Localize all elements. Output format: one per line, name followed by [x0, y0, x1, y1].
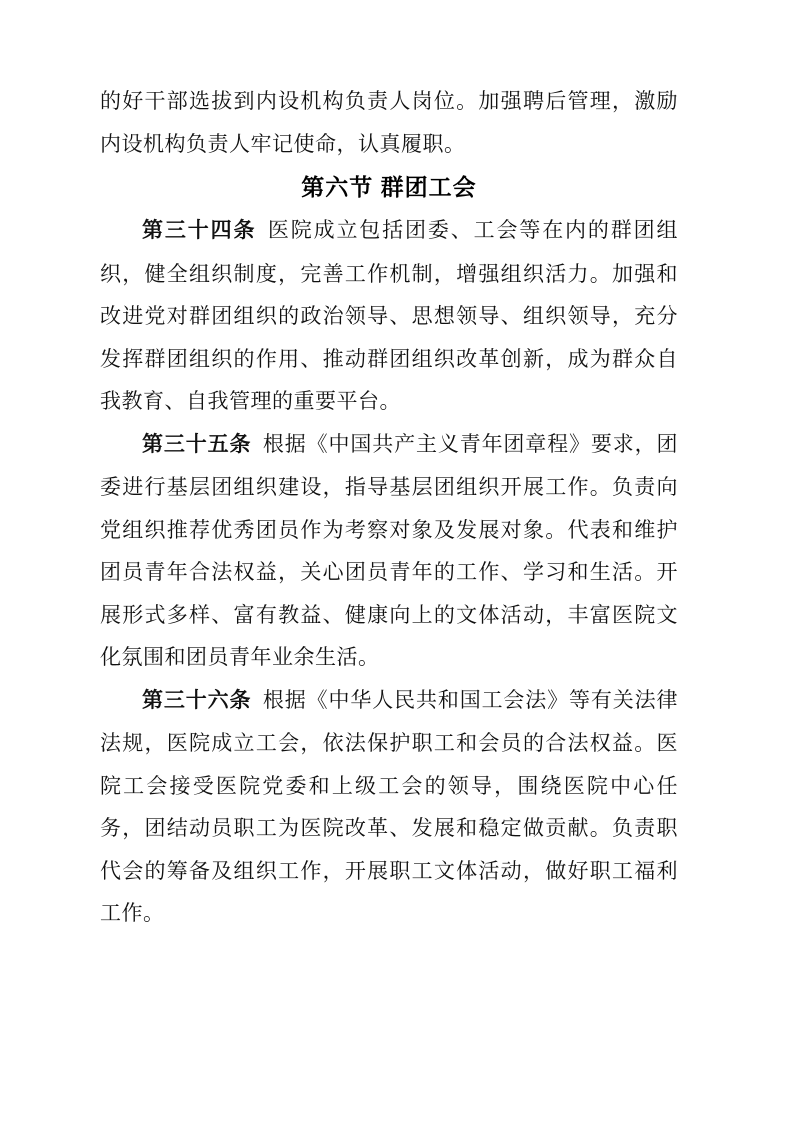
article-text: 根据《中国共产主义青年团章程》要求，团委进行基层团组织建设，指导基层团组织开展工作。负责向党组织推荐优秀团员作为考察对象及发展对象。代表和维护团员青年合法权益，关心团员青年的工作、学习和生活。开展形式多样、富有教益、健康向上的文体活动，丰富医院文化氛围和团员青年业余生活。 — [100, 431, 679, 669]
article-number: 第三十六条 — [142, 688, 252, 712]
continuation-paragraph — [100, 80, 678, 165]
article-text: 根据《中华人民共和国工会法》等有关法律法规，医院成立工会，依法保护职工和会员的合法权益。医院工会接受医院党委和上级工会的领导，围绕医院中心任务，团结动员职工为医院改革、发展和稳定做贡献。负责职代会的筹备及组织工作，开展职工文体活动，做好职工福利工作。 — [100, 687, 679, 925]
article-number: 第三十五条 — [142, 432, 252, 456]
article-paragraph — [100, 209, 678, 423]
article-paragraph — [100, 679, 678, 935]
document-content — [100, 80, 678, 935]
paragraph-text: 的好干部选拔到内设机构负责人岗位。加强聘后管理，激励内设机构负责人牢记使命，认真履职。 — [100, 89, 678, 156]
section-heading: 第六节 群团工会 — [301, 174, 477, 200]
article-text: 医院成立包括团委、工会等在内的群团组织，健全组织制度，完善工作机制，增强组织活力。加强和改进党对群团组织的政治领导、思想领导、组织领导，充分发挥群团组织的作用、推动群团组织改革创新，成为群众自我教育、自我管理的重要平台。 — [100, 218, 679, 413]
article-number: 第三十四条 — [142, 219, 257, 242]
article-paragraph — [100, 423, 678, 679]
